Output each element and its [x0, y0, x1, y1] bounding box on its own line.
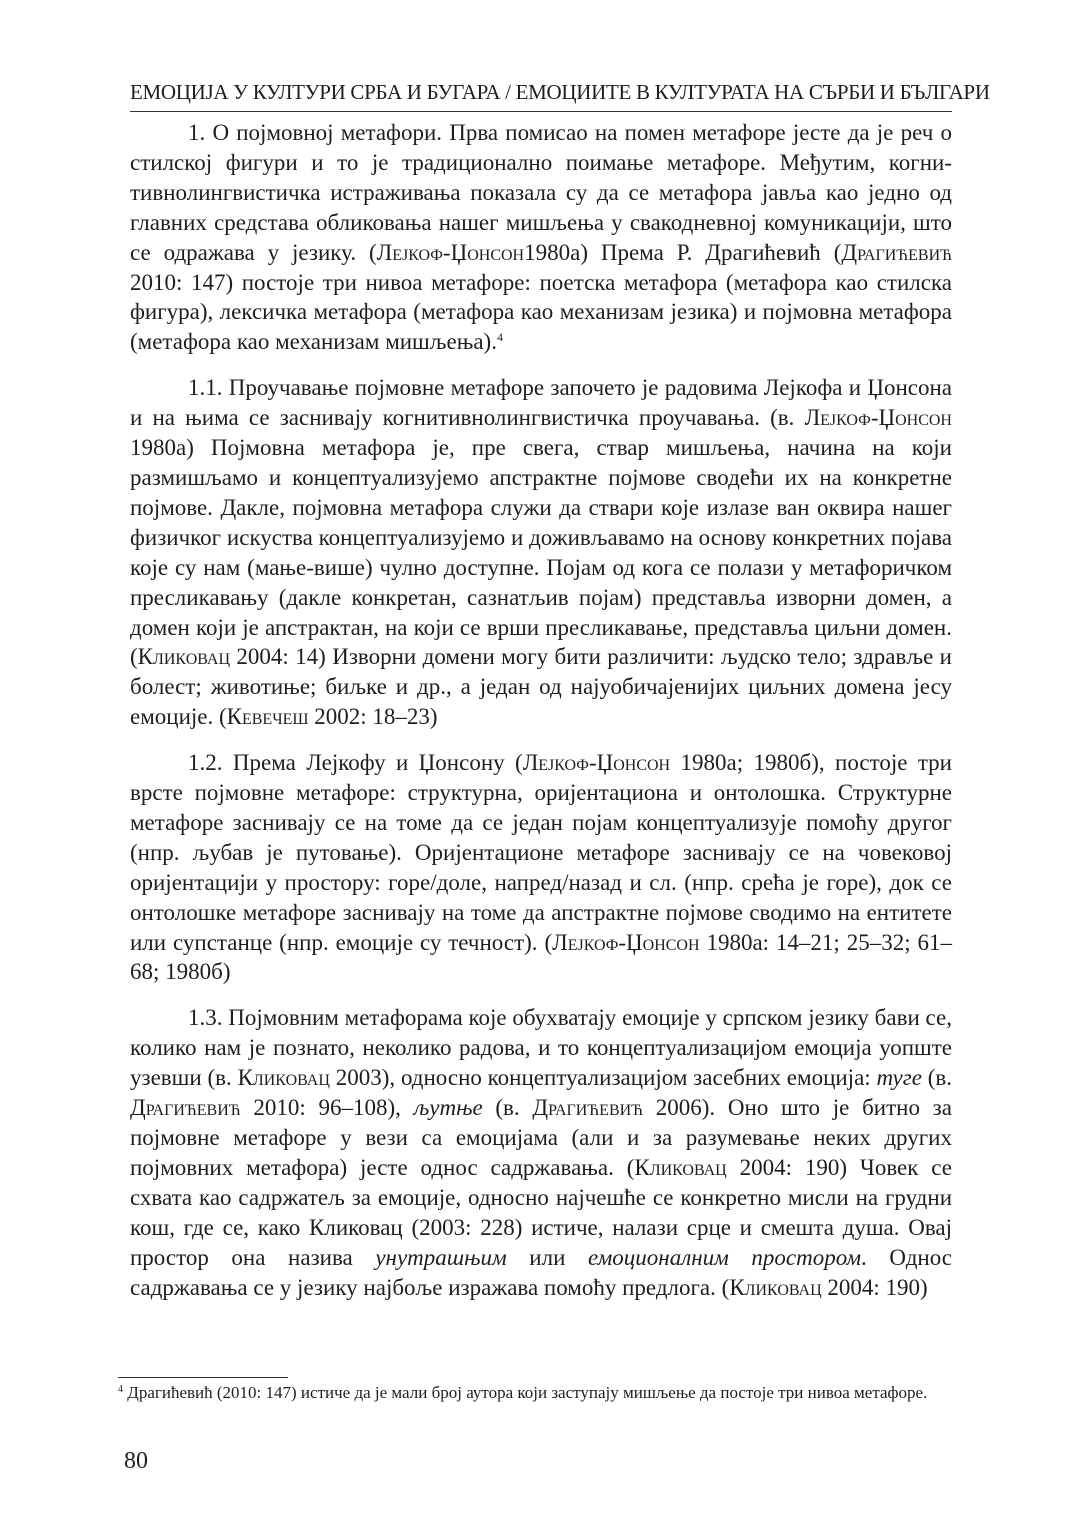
author-citation: Драгићевић — [841, 239, 952, 265]
author-citation: Кликовац — [729, 1274, 822, 1300]
author-citation: Лејкоф-Џонсон — [522, 750, 671, 776]
page-number: 80 — [124, 1448, 148, 1474]
text-run: 2004: 190) — [821, 1274, 928, 1300]
footnote-text: Драгићевић (2010: 147) истиче да је мали број аутора који заступају мишљење да постоје три нивоа метафоре. — [123, 1383, 928, 1402]
text-run: 2003), односно концептуализацијом засебних емоција: — [329, 1065, 877, 1091]
header-rule — [130, 111, 952, 112]
author-citation: Лејкоф-Џонсон — [552, 929, 700, 955]
text-run: 1980а) Појмовна метафора је, пре свега, ствар мишљења, начина на који размишљамо и концептуализујемо апстрактне појмове сводећи их на конкретне појмове. Дакле, појмовна метафора служи да ствари које излазе ван оквира нашег физичког искуства концептуализујемо и доживљавамо на основу конкретних појава које су нам (мање-више) чулно доступне. Појам од кога се полази у метафоричком пресликавању (дакле конкретан, сазнатљив појам) представља изворни домен, а домен који је апстрактан, на који се врши пресликавање, представља циљни домен. ( — [130, 435, 952, 670]
footnote — [118, 1381, 952, 1405]
text-run: 1980а: 14–21; 25–32; 61–68; 1980б) — [130, 929, 952, 985]
text-run: 2004: 14) Изворни домени могу бити различити: људско тело; здравље и болест; животиње; биљке и др., а један од најуобичајенијих циљних домена јесу емоције. ( — [130, 644, 952, 730]
author-citation: Лејкоф-Џонсон — [376, 239, 525, 265]
italic-term: унутрашњим — [375, 1244, 507, 1270]
text-run: 2004: 190) Човек се схвата као садржатељ за емоције, односно најчешће се конкретно мисли на грудни кош, где се, како Кликовац (2003: 228) истиче, налази срце и смешта душа. Овај простор она назива — [130, 1154, 952, 1270]
text-run: 1. О појмовној метафори. Прва помисао на помен метафоре јесте да је реч о стилској фигури и то је традиционално поимање метафоре. Међутим, когнитивнолингвистичка истраживања показала су да се метафора јавља као једно од главних средстава обликовања нашег мишљења у свакодневној комуникацији, што се одражава у језику. ( — [130, 120, 952, 265]
paragraph-1-1 — [130, 373, 952, 732]
text-run: 2006). Оно што је битно за појмовне метафоре у вези са емоцијама (али и за разумевање неких других појмовних метафора) јесте однос садржавања. ( — [130, 1095, 952, 1180]
paragraph-1-2 — [130, 748, 952, 987]
footnote-reference[interactable]: 4 — [496, 330, 503, 345]
text-run: (в. — [482, 1095, 533, 1121]
text-run: 2010: 147) постоје три нивоа метафоре: поетска метафора (метафора као стилска фигура), лексичка метафора (метафора као механизам језика) и појмовна метафора (метафора као механизам мишљења). — [130, 269, 952, 355]
footnote-rule — [118, 1377, 288, 1378]
author-citation: Кликовац — [634, 1154, 727, 1180]
author-citation: Кликовац — [137, 644, 231, 670]
italic-term: емоционалним простором — [587, 1244, 862, 1270]
author-citation: Драгићевић — [130, 1095, 241, 1121]
running-header: ЕМОЦИЈА У КУЛТУРИ СРБА И БУГАРА / ЕМОЦИИТЕ В КУЛТУРАТА НА СЪРБИ И БЪЛГАРИ — [130, 80, 990, 104]
text-run: (в. — [921, 1065, 952, 1091]
text-run: 1980а; 1980б), постоје три врсте појмовне метафоре: структурна, оријентациона и онтолошка. Структурне метафоре заснивају се на томе да се један појам концептуализује помоћу другог (нпр. љубав је путовање). Оријентационе метафоре заснивају се на човековој оријентацији у простору: горе/доле, напред/назад и сл. (нпр. срећа је горе), док се онтолошке метафоре заснивају на томе да апстрактне појмове сводимо на ентитете или супстанце (нпр. емоције су течност). ( — [130, 750, 952, 955]
italic-term: љутње — [413, 1095, 483, 1121]
text-run: 1.3. Појмовним метафорама које обухватају емоције у српском језику бави се, колико нам је познато, неколико радова, и то концептуализацијом емоција уопште узевши (в. — [130, 1005, 952, 1091]
text-run: 2002: 18–23) — [308, 704, 438, 730]
text-run: . Однос садржавања се у језику најбоље изражава помоћу предлога. ( — [130, 1244, 952, 1300]
text-run: 1.1. Проучавање појмовне метафоре започето је радовима Лејкофа и Џонсона и на њима се заснивају когнитивнолингвистичка проучавања. (в. — [130, 375, 952, 431]
text-run: 1.2. Према Лејкофу и Џонсону ( — [188, 750, 523, 776]
paragraph-1 — [130, 118, 952, 357]
author-citation: Кликовац — [237, 1065, 330, 1091]
text-run: 1980а) Према Р. Драгићевић ( — [524, 239, 842, 265]
author-citation: Драгићевић — [532, 1095, 644, 1121]
paragraph-1-3 — [130, 1003, 952, 1302]
text-run: 2010: 96–108), — [240, 1095, 414, 1121]
text-run: или — [506, 1244, 588, 1270]
author-citation: Кевечеш — [226, 704, 309, 730]
italic-term: туге — [876, 1065, 922, 1091]
body-text — [130, 118, 952, 1318]
author-citation: Лејкоф-Џонсон — [804, 405, 952, 431]
footnote-number: 4 — [118, 1384, 123, 1395]
